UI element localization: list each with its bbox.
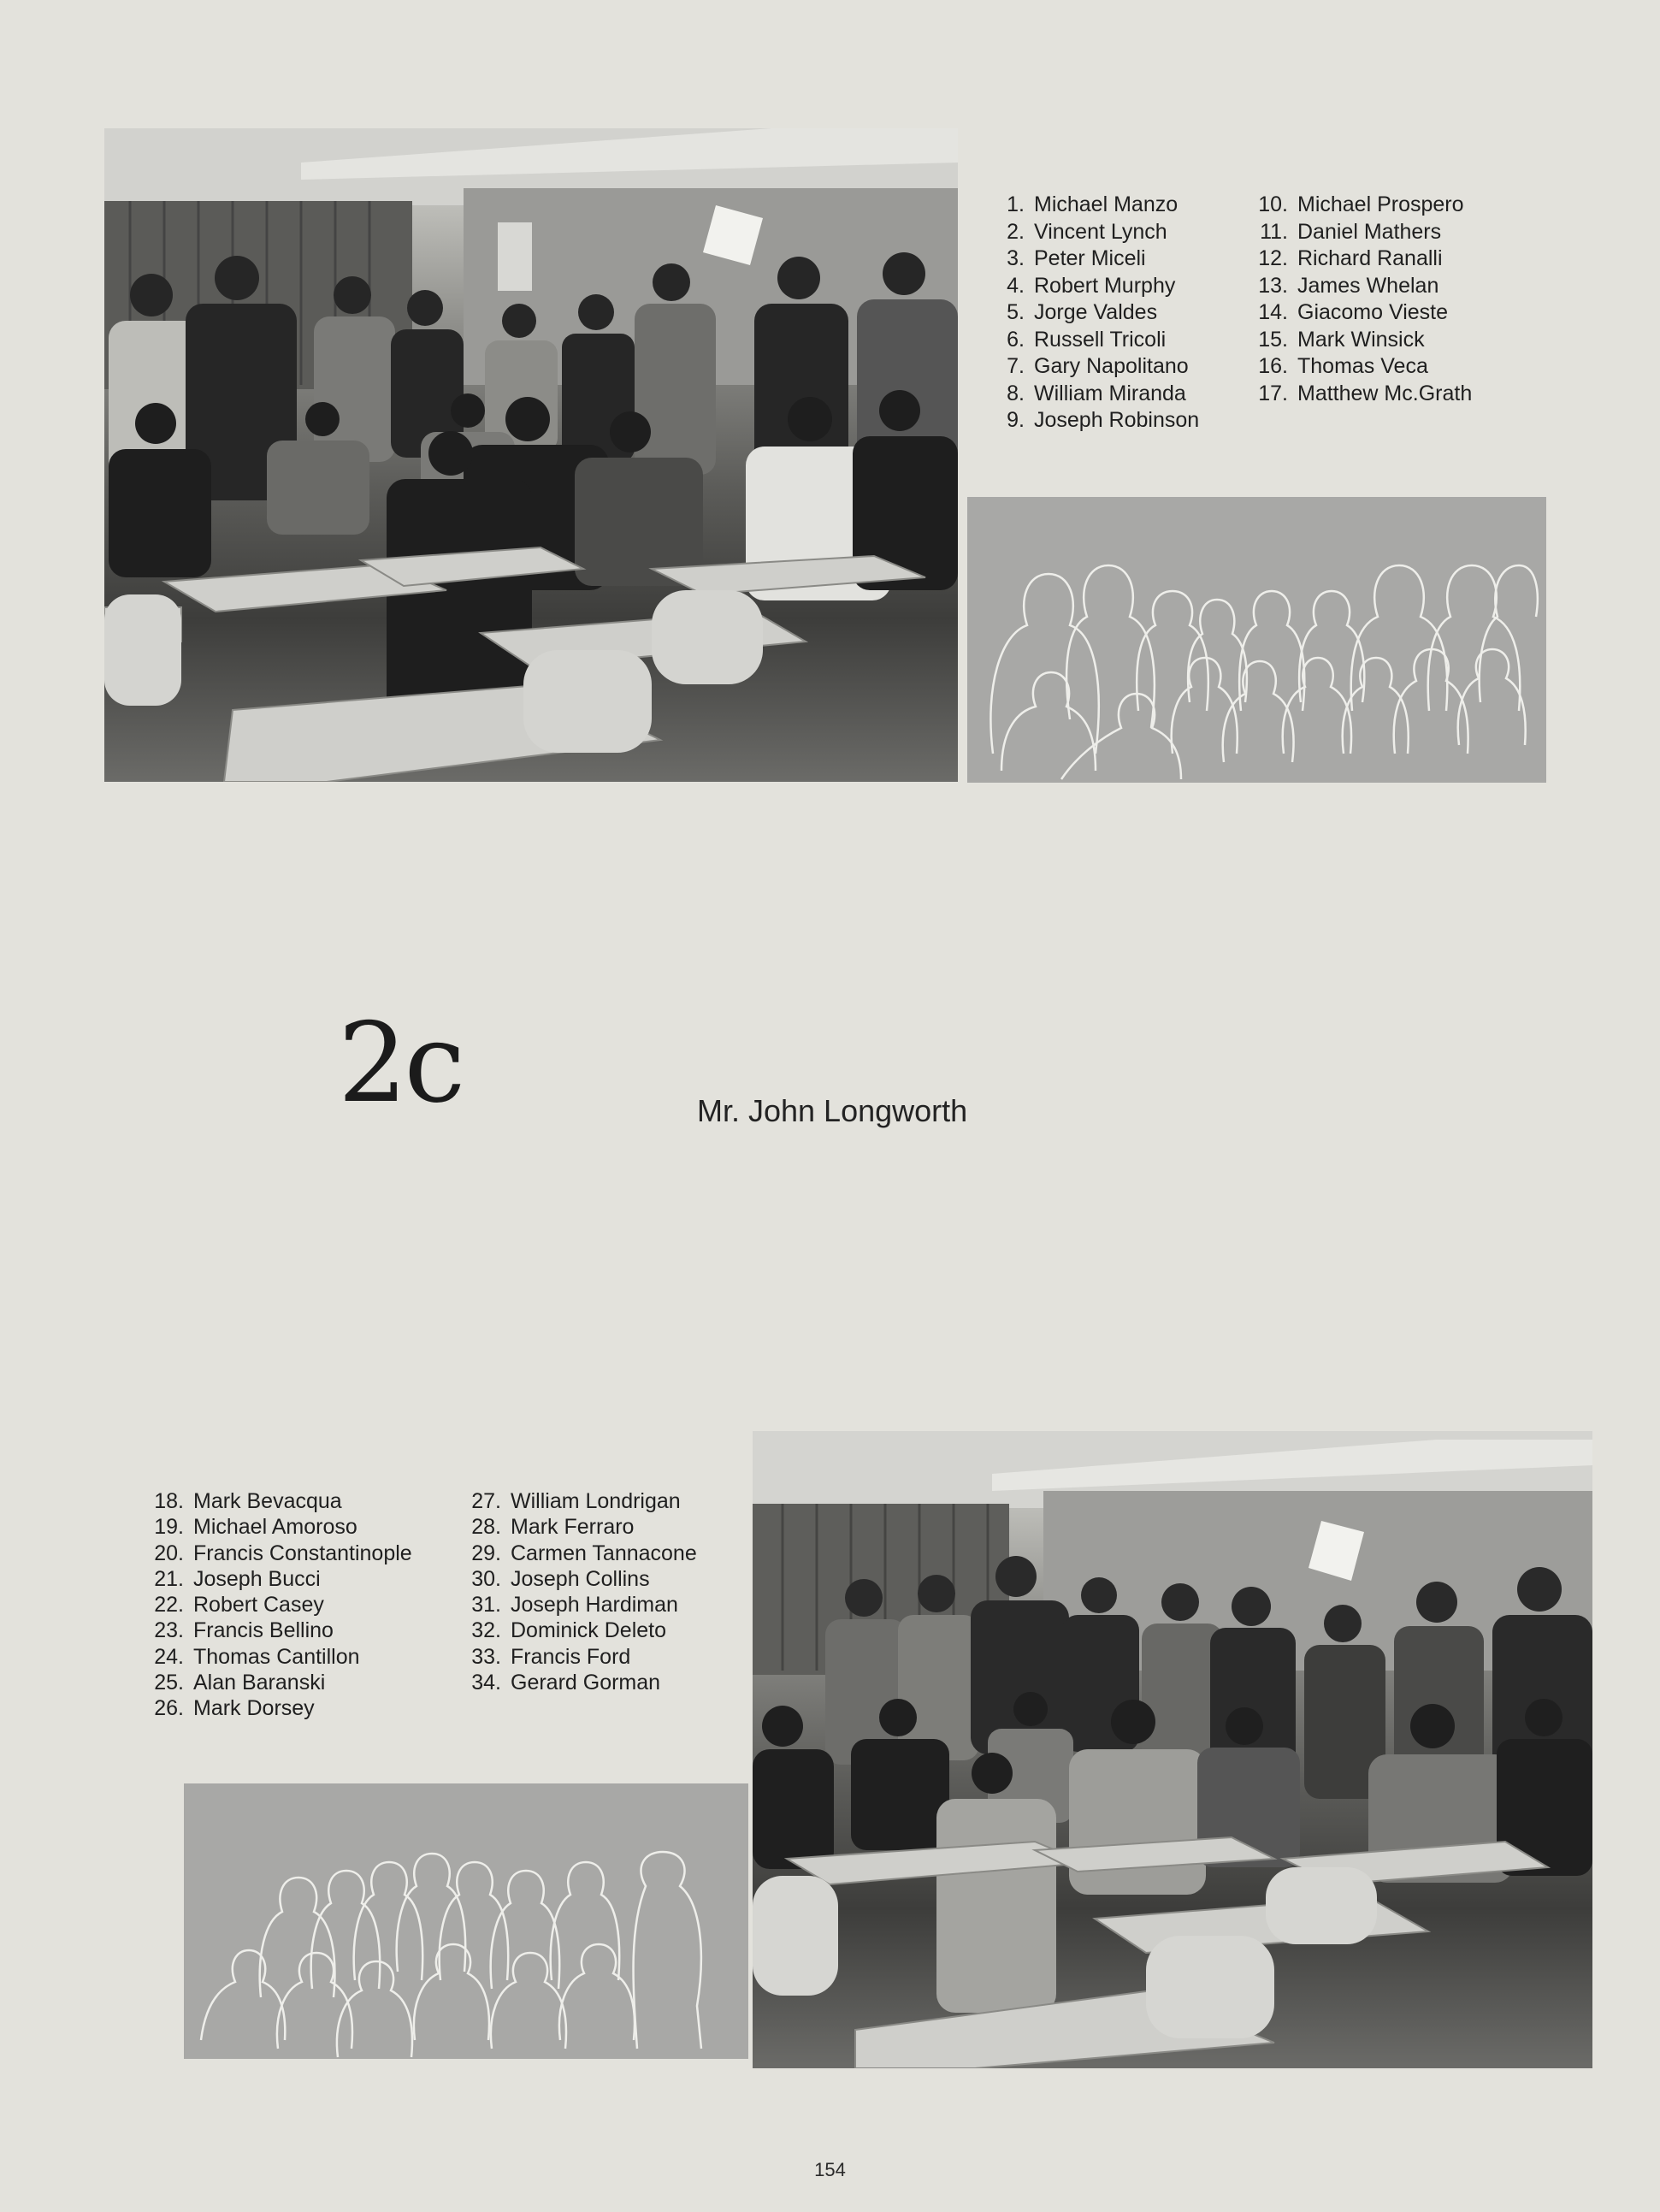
list-number: 34.: [471, 1671, 501, 1695]
list-item: [150, 1670, 412, 1695]
list-item: [1001, 299, 1199, 327]
student-name: William Miranda: [1034, 381, 1186, 405]
student-name: Michael Amoroso: [193, 1515, 357, 1540]
list-number: 18.: [154, 1489, 184, 1513]
list-item: [467, 1488, 697, 1514]
list-item: [1254, 381, 1472, 408]
list-item: [1001, 407, 1199, 435]
student-name: Michael Manzo: [1034, 192, 1179, 216]
student-name: Thomas Cantillon: [193, 1644, 360, 1669]
list-item: [1254, 299, 1472, 327]
student-name: Matthew Mc.Grath: [1297, 381, 1473, 405]
list-item: [467, 1541, 697, 1566]
bottom-names-column-2: [467, 1488, 697, 1695]
student-name: Francis Ford: [511, 1644, 631, 1669]
list-item: [150, 1566, 412, 1592]
list-number: 11.: [1260, 219, 1288, 244]
list-item: [150, 1644, 412, 1670]
student-name: Joseph Robinson: [1034, 408, 1200, 432]
list-item: [467, 1566, 697, 1592]
list-number: 3.: [1007, 246, 1025, 270]
student-name: Vincent Lynch: [1034, 219, 1167, 244]
list-number: 6.: [1007, 327, 1025, 352]
class-code: 2c: [338, 1000, 463, 1127]
bottom-outline-figures: [184, 1783, 748, 2059]
bottom-class-photo: [753, 1431, 1592, 2068]
list-item: [1254, 192, 1472, 219]
top-outline-key-panel: [967, 497, 1546, 783]
student-name: Russell Tricoli: [1034, 327, 1167, 352]
student-name: Gary Napolitano: [1034, 354, 1189, 378]
list-item: [1254, 245, 1472, 273]
student-name: Francis Constantinople: [193, 1541, 412, 1565]
student-name: Jorge Valdes: [1034, 300, 1158, 324]
list-number: 20.: [154, 1541, 184, 1565]
list-number: 26.: [154, 1696, 184, 1721]
student-name: Michael Prospero: [1297, 192, 1464, 216]
list-number: 27.: [471, 1489, 501, 1513]
list-item: [150, 1488, 412, 1514]
student-name: James Whelan: [1297, 273, 1439, 298]
list-number: 22.: [154, 1593, 184, 1618]
list-number: 25.: [154, 1671, 184, 1695]
list-item: [1001, 192, 1199, 219]
page-number: 154: [814, 2159, 846, 2180]
list-number: 9.: [1007, 408, 1025, 432]
student-name: William Londrigan: [511, 1489, 681, 1513]
list-item: [467, 1644, 697, 1670]
list-item: [467, 1592, 697, 1618]
list-number: 17.: [1258, 381, 1288, 405]
list-number: 31.: [471, 1593, 501, 1618]
list-number: 8.: [1007, 381, 1025, 405]
top-names-column-1: [1001, 192, 1199, 435]
student-name: Francis Bellino: [193, 1618, 334, 1643]
list-item: [467, 1670, 697, 1695]
top-names-column-2: [1254, 192, 1472, 407]
list-number: 23.: [154, 1618, 184, 1643]
list-number: 14.: [1258, 300, 1288, 324]
top-class-photo: [104, 128, 958, 782]
list-item: [150, 1514, 412, 1540]
list-item: [150, 1618, 412, 1643]
student-name: Gerard Gorman: [511, 1671, 661, 1695]
student-name: Mark Dorsey: [193, 1696, 315, 1721]
list-item: [1254, 353, 1472, 381]
list-number: 7.: [1007, 354, 1025, 378]
list-number: 4.: [1007, 273, 1025, 298]
student-name: Dominick Deleto: [511, 1618, 667, 1643]
student-name: Daniel Mathers: [1297, 219, 1442, 244]
list-number: 13.: [1258, 273, 1288, 298]
list-item: [1254, 219, 1472, 246]
student-name: Mark Ferraro: [511, 1515, 635, 1540]
teacher-name: Mr. John Longworth: [697, 1093, 968, 1128]
list-item: [467, 1514, 697, 1540]
top-outline-figures: [967, 497, 1546, 783]
student-name: Robert Casey: [193, 1593, 324, 1618]
student-name: Joseph Collins: [511, 1566, 650, 1591]
list-number: 16.: [1258, 354, 1288, 378]
list-number: 5.: [1007, 300, 1025, 324]
list-number: 28.: [471, 1515, 501, 1540]
list-item: [150, 1695, 412, 1721]
list-number: 1.: [1007, 192, 1025, 216]
bottom-photo-drawing: [753, 1431, 1592, 2068]
student-name: Mark Bevacqua: [193, 1489, 342, 1513]
list-number: 15.: [1258, 327, 1288, 352]
list-number: 32.: [471, 1618, 501, 1643]
list-number: 24.: [154, 1644, 184, 1669]
bottom-outline-key-panel: [184, 1783, 748, 2059]
student-name: Mark Winsick: [1297, 327, 1425, 352]
list-item: [1001, 381, 1199, 408]
list-item: [1001, 245, 1199, 273]
list-item: [150, 1541, 412, 1566]
list-number: 19.: [154, 1515, 184, 1540]
list-item: [1254, 273, 1472, 300]
student-name: Giacomo Vieste: [1297, 300, 1449, 324]
list-number: 21.: [154, 1566, 184, 1591]
list-item: [1001, 219, 1199, 246]
student-name: Carmen Tannacone: [511, 1541, 697, 1565]
list-number: 2.: [1007, 219, 1025, 244]
list-item: [467, 1618, 697, 1643]
student-name: Joseph Hardiman: [511, 1593, 678, 1618]
list-number: 10.: [1258, 192, 1288, 216]
top-photo-drawing: [104, 128, 958, 782]
student-name: Thomas Veca: [1297, 354, 1428, 378]
list-number: 33.: [471, 1644, 501, 1669]
list-item: [1254, 327, 1472, 354]
list-number: 29.: [471, 1541, 501, 1565]
student-name: Peter Miceli: [1034, 246, 1146, 270]
list-item: [1001, 273, 1199, 300]
list-item: [1001, 353, 1199, 381]
bottom-names-column-1: [150, 1488, 412, 1722]
list-item: [150, 1592, 412, 1618]
student-name: Alan Baranski: [193, 1671, 326, 1695]
student-name: Robert Murphy: [1034, 273, 1176, 298]
list-item: [1001, 327, 1199, 354]
list-number: 12.: [1258, 246, 1288, 270]
student-name: Joseph Bucci: [193, 1566, 321, 1591]
student-name: Richard Ranalli: [1297, 246, 1443, 270]
list-number: 30.: [471, 1566, 501, 1591]
